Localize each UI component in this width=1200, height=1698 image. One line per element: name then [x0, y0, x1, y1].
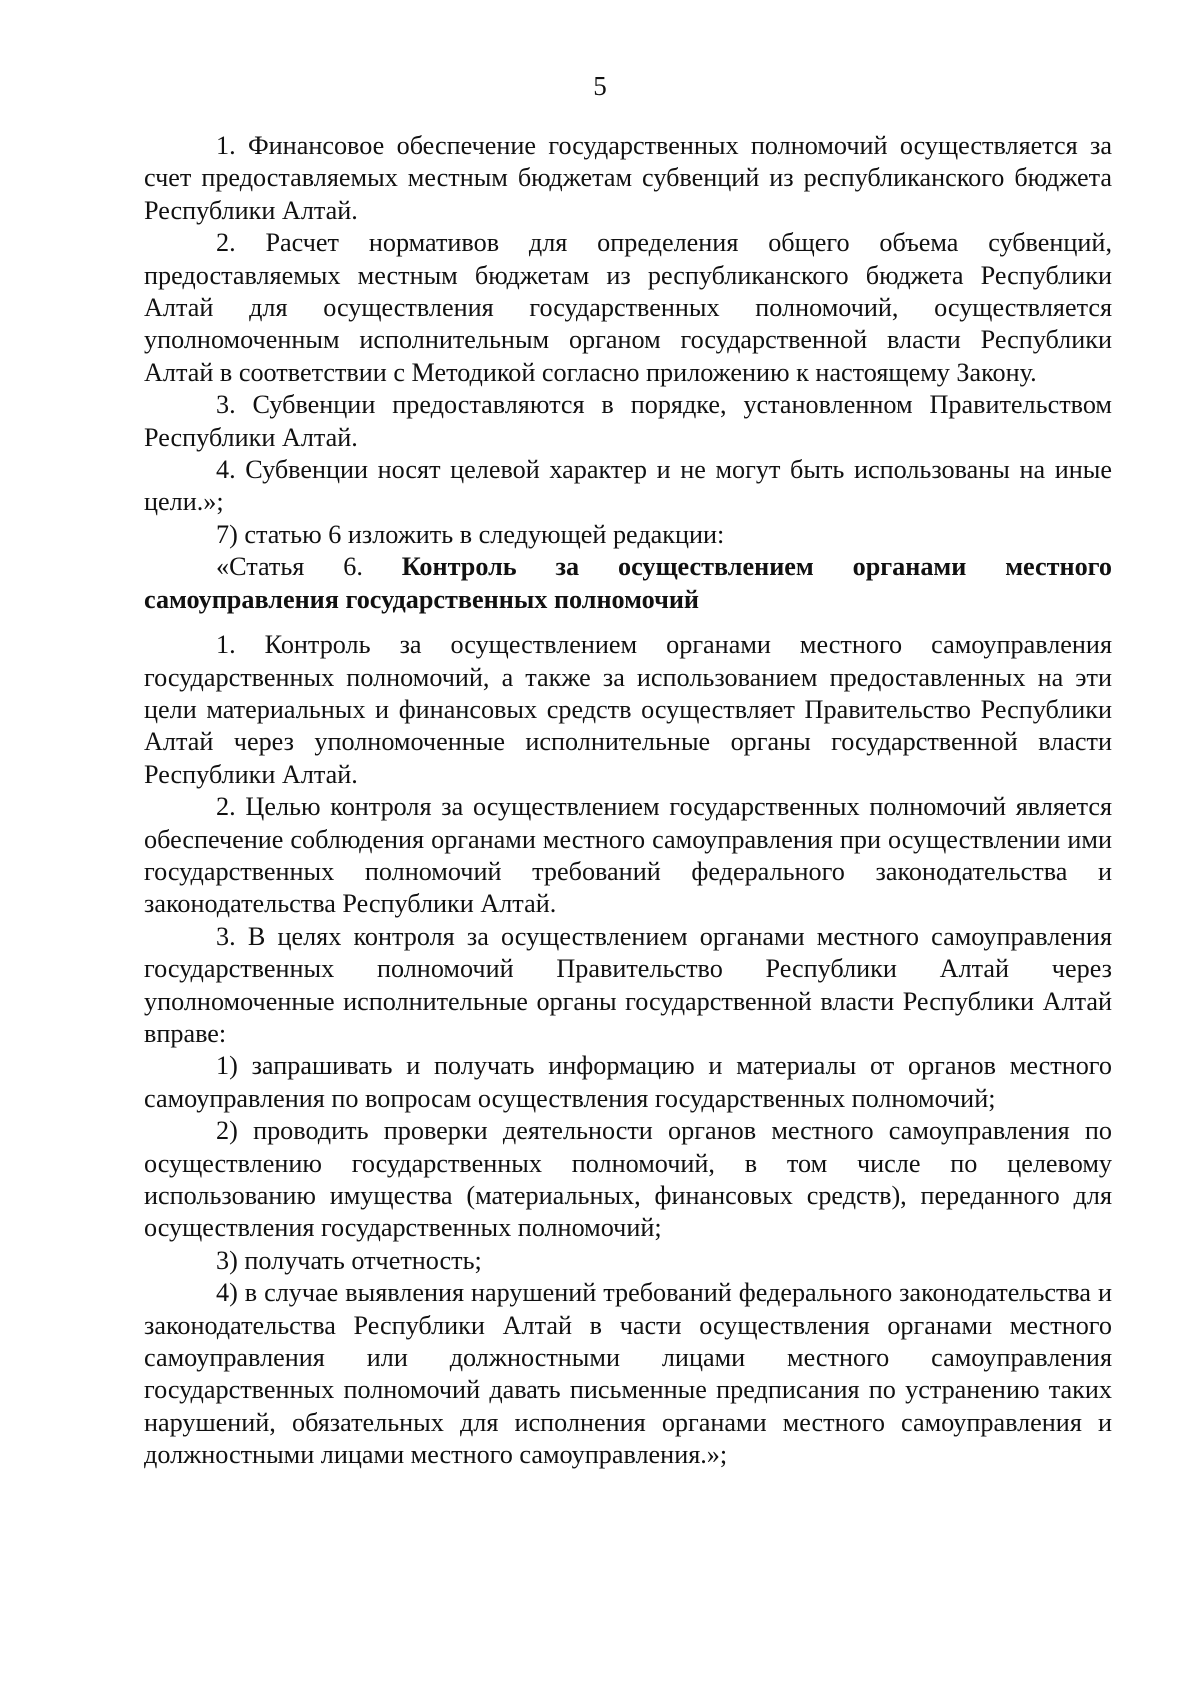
paragraph-target-purpose: 4. Субвенции носят целевой характер и не могут быть использованы на иные цели.»;: [144, 455, 1112, 517]
article-heading-title: Контроль за осуществлением органами местного самоуправления государственных полномочий: [144, 552, 1113, 614]
article-heading-prefix: «Статья 6.: [216, 552, 402, 582]
list-item-3: 3) получать отчетность;: [216, 1245, 482, 1275]
article-paragraph-1: 1. Контроль за осуществлением органами местного самоуправления государственных полномочий, а также за использованием предоставленных на эти цели материальных и финансовых средств осуществляет Правительство Республики Алтай через уполномоченные исполнительные органы государственной власти Республики Алтай.: [144, 630, 1112, 789]
list-item-1: 1) запрашивать и получать информацию и материалы от органов местного самоуправления по вопросам осуществления государственных полномочий;: [144, 1051, 1112, 1113]
article-paragraph-2: 2. Целью контроля за осуществлением государственных полномочий является обеспечение соблюдения органами местного самоуправления при осуществлении ими государственных полномочий требований федерального законодательства и законодательства Республики Алтай.: [144, 792, 1112, 919]
article-paragraph-3: 3. В целях контроля за осуществлением органами местного самоуправления государственных полномочий Правительство Республики Алтай через уполномоченные исполнительные органы государственной власти Республики Алтай вправе:: [144, 921, 1112, 1048]
paragraph-provision-order: 3. Субвенции предоставляются в порядке, установленном Правительством Республики Алтай.: [144, 390, 1112, 452]
document-body: [144, 130, 1112, 1472]
paragraph-amendment-item-7: 7) статью 6 изложить в следующей редакции:: [216, 519, 725, 549]
article-heading: [144, 551, 1112, 616]
paragraph-calculation: 2. Расчет нормативов для определения общего объема субвенций, предоставляемых местным бюджетам из республиканского бюджета Республики Алтай для осуществления государственных полномочий, осуществляется уполномоченным исполнительным органом государственной власти Республики Алтай в соответствии с Методикой согласно приложению к настоящему Закону.: [144, 228, 1112, 387]
page-number: 5: [593, 71, 607, 101]
paragraph-funding: 1. Финансовое обеспечение государственных полномочий осуществляется за счет предоставляемых местным бюджетам субвенций из республиканского бюджета Республики Алтай.: [144, 131, 1112, 225]
list-item-2: 2) проводить проверки деятельности органов местного самоуправления по осуществлению государственных полномочий, в том числе по целевому использованию имущества (материальных, финансовых средств), переданного для осуществления государственных полномочий;: [144, 1116, 1112, 1243]
list-item-4: 4) в случае выявления нарушений требований федерального законодательства и законодательства Республики Алтай в части осуществления органами местного самоуправления или должностными лицами местного самоуправления государственных полномочий давать письменные предписания по устранению таких нарушений, обязательных для исполнения органами местного самоуправления и должностными лицами местного самоуправления.»;: [144, 1278, 1112, 1470]
